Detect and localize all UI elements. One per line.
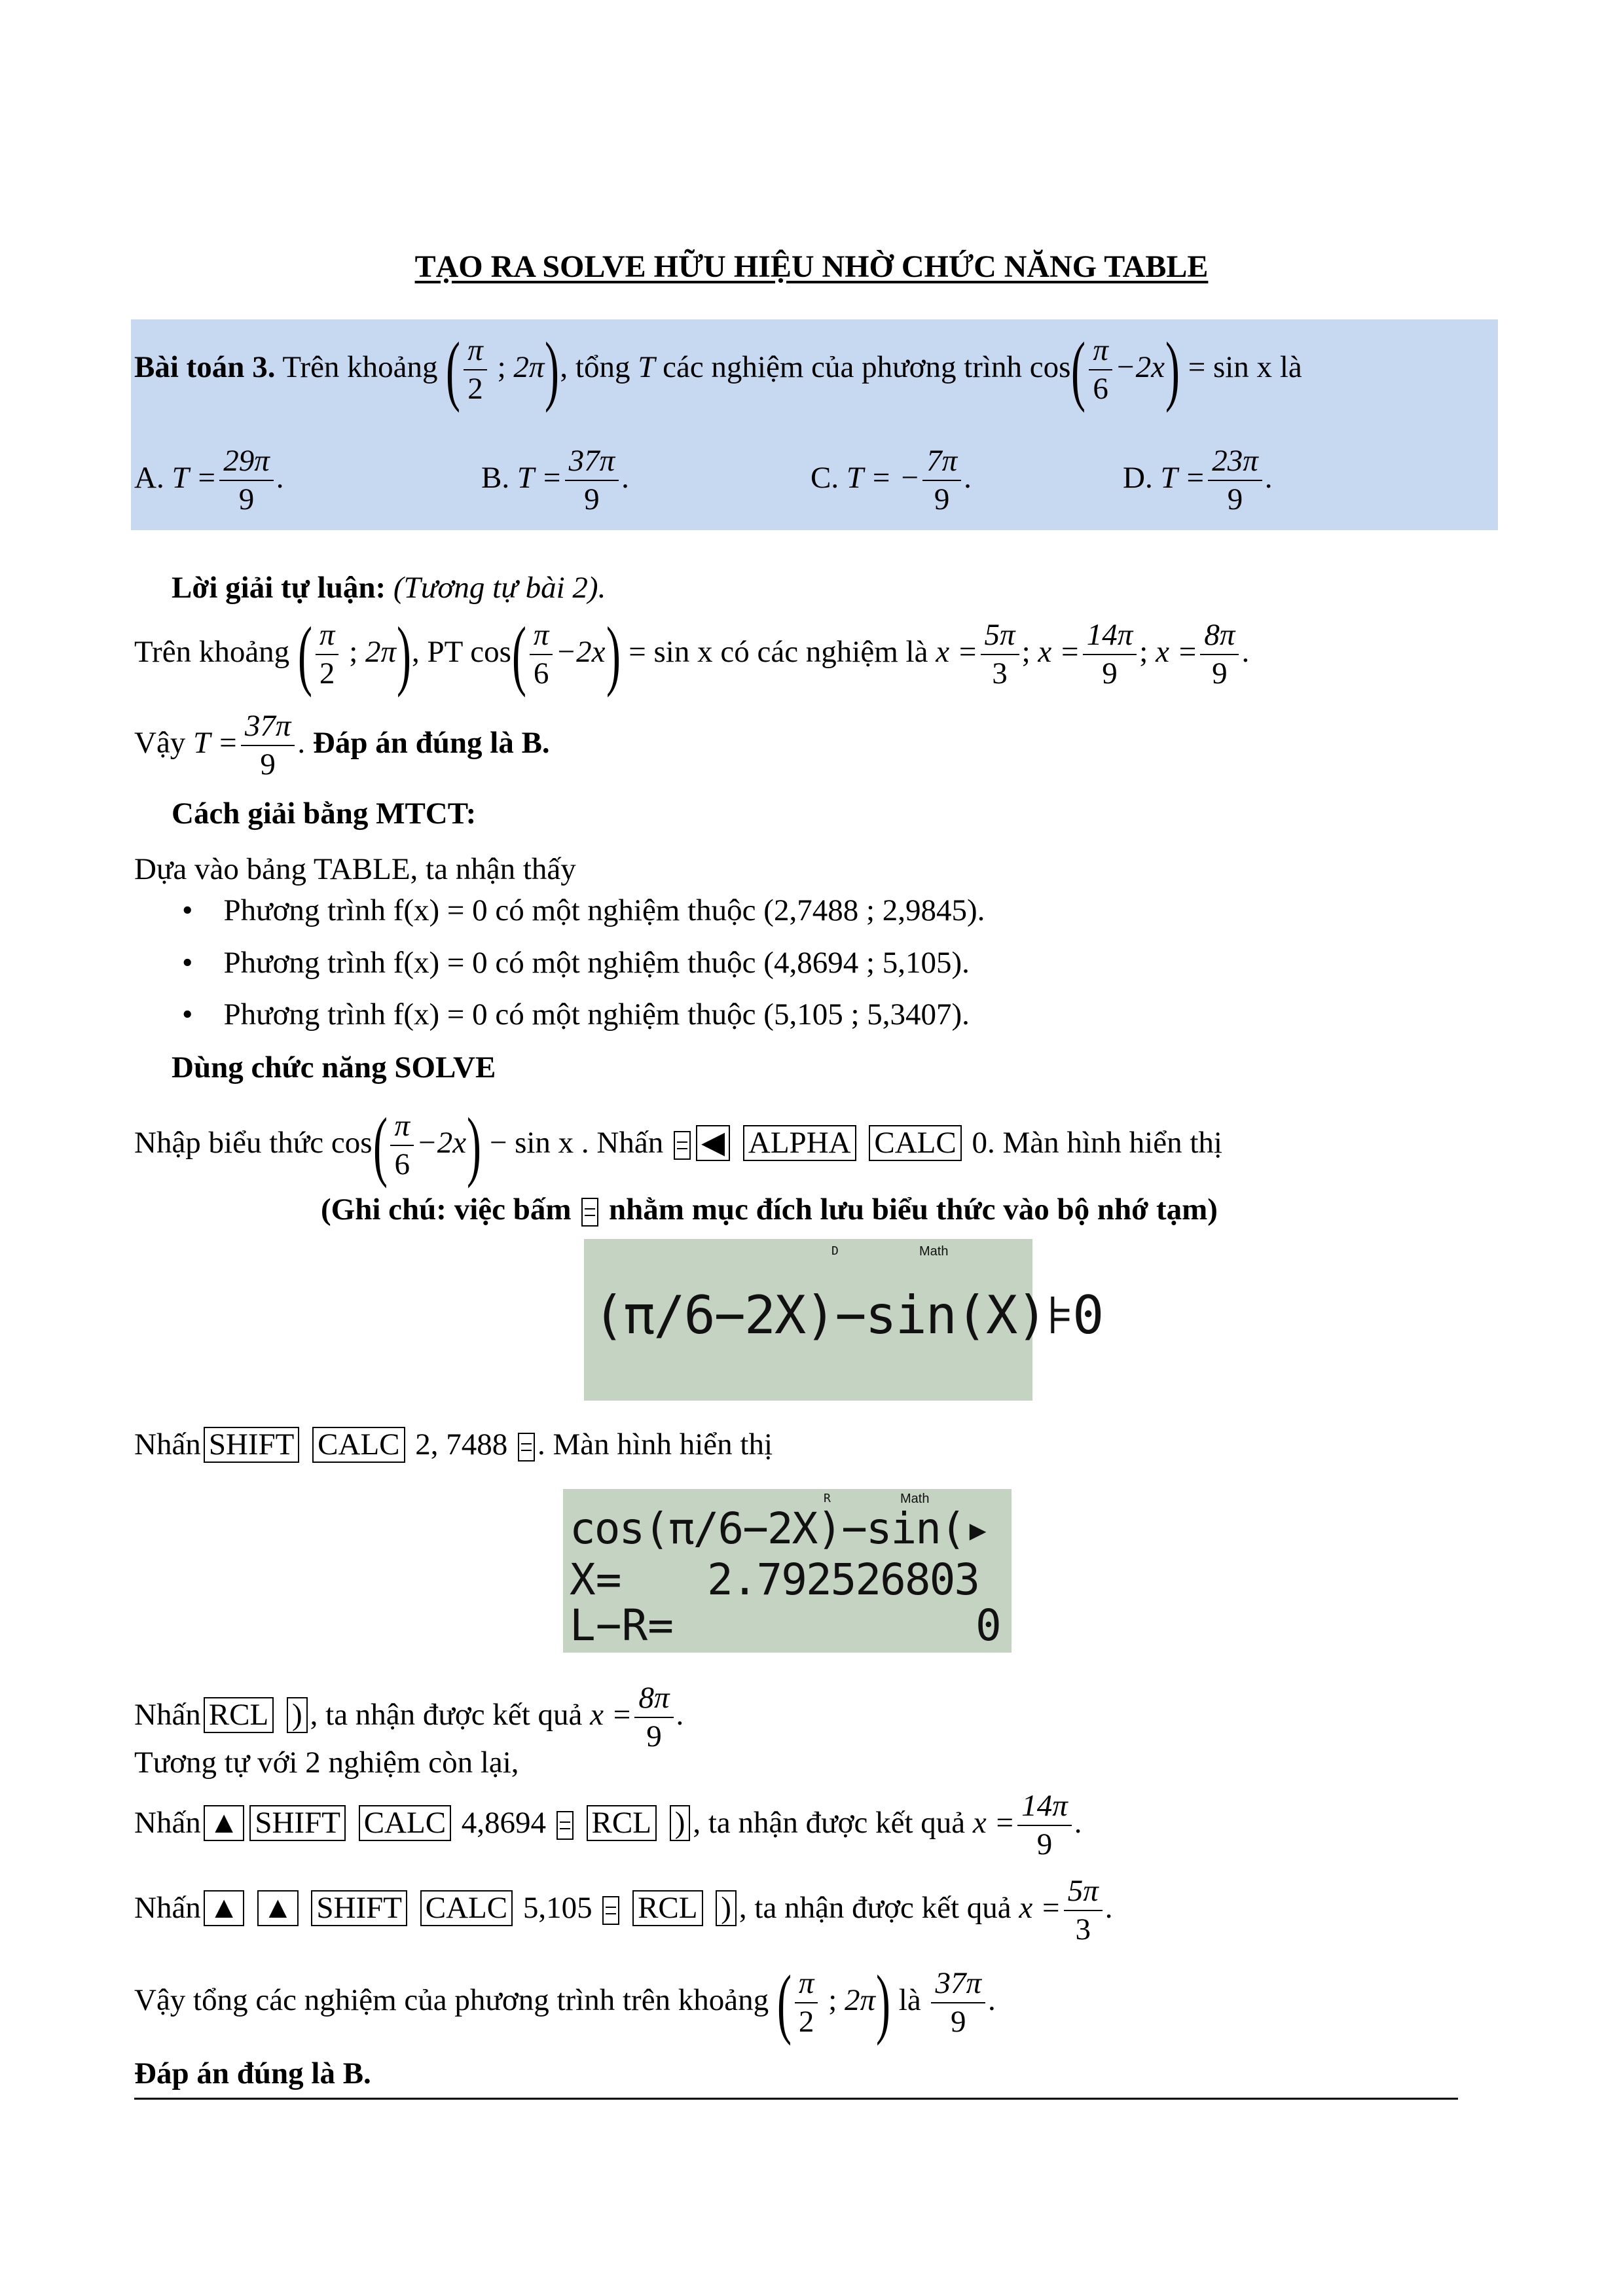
fraction: $\frac{14\pi}{9}$	[1017, 1790, 1072, 1861]
screen-indicator-r: R	[824, 1492, 831, 1505]
screen-indicator-mode: Math	[900, 1492, 930, 1506]
bullet-1: • Phương trình f(x) = 0 có một nghiệm thuộc (2,7488 ; 2,9845).	[182, 893, 985, 927]
math-term: T	[638, 350, 655, 384]
solution-line-1: Trên khoảng ( $\frac{\pi}{2}$ ; 2π), PT cos( $\frac{\pi}{6}$ −2x) = sin x có các nghiệm là x = $\frac{5\pi}{3}$ ; x = $\frac{14\pi}{9}$ ; x = $\frac{8\pi}{9}$ .	[134, 611, 1250, 698]
similar-text: Tương tự với 2 nghiệm còn lại,	[134, 1746, 519, 1780]
problem-text: Trên khoảng	[282, 350, 438, 384]
screen-x-value: 2.792526803	[707, 1554, 979, 1605]
equals-key-icon	[518, 1433, 535, 1462]
problem-text: các nghiệm của phương trình	[663, 350, 1022, 384]
screen-lr-value: 0	[976, 1600, 1002, 1651]
option-b: B. T = $\frac{37\pi}{9}$ .	[481, 444, 629, 517]
fraction: $\frac{8\pi}{9}$	[634, 1682, 673, 1753]
bullet-dot-icon: •	[182, 946, 193, 980]
calc-key: CALC	[312, 1427, 405, 1463]
alpha-key: ALPHA	[743, 1125, 856, 1161]
option-d: D. T = $\frac{23\pi}{9}$ .	[1123, 444, 1273, 517]
fraction: $\frac{14\pi}{9}$	[1083, 619, 1137, 691]
solve-heading: Dùng chức năng SOLVE	[172, 1050, 496, 1085]
calc-key: CALC	[359, 1805, 451, 1841]
equals-key-icon	[674, 1131, 691, 1160]
paren-key: )	[670, 1805, 691, 1841]
mtct-heading: Cách giải bằng MTCT:	[172, 797, 477, 831]
fraction: $\frac{37\pi}{9}$	[241, 710, 295, 781]
calculator-screen-2	[563, 1489, 1012, 1653]
fraction: $\frac{8\pi}{9}$	[1200, 619, 1239, 691]
fraction: $\frac{37\pi}{9}$	[931, 1967, 985, 2039]
page-title: TẠO RA SOLVE HỮU HIỆU NHỜ CHỨC NĂNG TABLE	[414, 249, 1209, 284]
equals-key-icon	[556, 1811, 574, 1840]
shift-key: SHIFT	[204, 1427, 300, 1463]
fraction: $\frac{\pi}{6}$	[390, 1110, 414, 1181]
fraction: $\frac{29\pi}{9}$	[219, 445, 274, 516]
calc-key: CALC	[420, 1890, 513, 1926]
screen-indicator-mode: Math	[919, 1244, 949, 1259]
press-root-2: Nhấn ▲ SHIFT CALC 4,8694 RCL ) , ta nhận được kết quả x = $\frac{14\pi}{9}$ .	[134, 1789, 1082, 1862]
up-arrow-key: ▲	[204, 1805, 245, 1841]
fraction: $\frac{\pi}{6}$	[530, 619, 553, 691]
fraction: $\frac{37\pi}{9}$	[565, 445, 619, 516]
rcl-key: RCL	[587, 1805, 657, 1841]
paren-left: (	[1071, 326, 1086, 413]
note-line: (Ghi chú: việc bấm nhằm mục đích lưu biểu thức vào bộ nhớ tạm)	[321, 1193, 1218, 1227]
rcl-key: RCL	[632, 1890, 702, 1926]
solution-heading: Lời giải tự luận: (Tương tự bài 2).	[172, 571, 606, 605]
paren-right: )	[1165, 326, 1180, 413]
screen-x-label: X=	[570, 1554, 622, 1605]
math-term: = sin x	[1188, 350, 1273, 384]
solution-line-2: Vậy T = $\frac{37\pi}{9}$ . Đáp án đúng là B.	[134, 709, 550, 782]
math-term: 2π	[513, 350, 545, 384]
bottom-divider	[134, 2098, 1458, 2100]
fraction: $\frac{\pi}{2}$	[464, 334, 487, 406]
input-instruction: Nhập biểu thức cos( $\frac{\pi}{6}$ −2x) − sin x . Nhấn ◀ ALPHA CALC 0. Màn hình hiển thị	[134, 1102, 1222, 1189]
fraction: $\frac{\pi}{2}$	[795, 1967, 818, 2039]
screen-expression: (π/6−2X)−sin(X)⊧0	[593, 1285, 1103, 1346]
problem-text: là	[1279, 350, 1302, 384]
paren-right: )	[545, 326, 560, 413]
left-arrow-key: ◀	[696, 1125, 730, 1161]
calculator-screen-1	[584, 1239, 1103, 1401]
fraction: $\frac{\pi}{2}$	[316, 619, 339, 691]
math-term: cos	[1029, 350, 1071, 384]
press-shift-calc: Nhấn SHIFT CALC 2, 7488 . Màn hình hiển thị	[134, 1427, 773, 1462]
option-c: C. T = − $\frac{7\pi}{9}$ .	[811, 444, 972, 517]
fraction: $\frac{7\pi}{9}$	[922, 445, 961, 516]
fraction: $\frac{5\pi}{3}$	[1064, 1875, 1103, 1946]
screen-lr-label: L−R=	[570, 1600, 674, 1651]
problem-statement	[134, 326, 1302, 413]
shift-key: SHIFT	[249, 1805, 346, 1841]
calc-key: CALC	[869, 1125, 961, 1161]
screen-line-1: cos(π/6−2X)−sin(▸	[570, 1503, 990, 1554]
equals-key-icon	[602, 1896, 619, 1925]
equals-key-icon	[581, 1198, 598, 1227]
rcl-key: RCL	[204, 1697, 274, 1733]
screen-indicator-d: D	[831, 1244, 839, 1258]
bullet-3: • Phương trình f(x) = 0 có một nghiệm thuộc (5,105 ; 5,3407).	[182, 997, 970, 1031]
fraction: $\frac{23\pi}{9}$	[1208, 445, 1262, 516]
problem-label: Bài toán 3.	[134, 350, 276, 384]
fraction: $\frac{5\pi}{3}$	[981, 619, 1019, 691]
math-term: −2x	[1114, 350, 1165, 384]
up-arrow-key: ▲	[204, 1890, 245, 1926]
problem-text: , tổng	[560, 350, 630, 384]
bullet-dot-icon: •	[182, 997, 193, 1031]
press-rcl: Nhấn RCL ) , ta nhận được kết quả x = $\frac{8\pi}{9}$ .	[134, 1681, 684, 1754]
paren-key: )	[287, 1697, 308, 1733]
final-answer: Đáp án đúng là B.	[134, 2056, 371, 2090]
option-a: A. T = $\frac{29\pi}{9}$ .	[134, 444, 284, 517]
up-arrow-key: ▲	[257, 1890, 299, 1926]
sum-line: Vậy tổng các nghiệm của phương trình trên khoảng ( $\frac{\pi}{2}$ ; 2π) là $\frac{37\pi}{9}$ .	[134, 1959, 996, 2046]
separator: ;	[497, 350, 506, 384]
press-root-3: Nhấn ▲ ▲ SHIFT CALC 5,105 RCL ) , ta nhận được kết quả x = $\frac{5\pi}{3}$ .	[134, 1874, 1113, 1947]
fraction: $\frac{\pi}{6}$	[1089, 334, 1112, 406]
shift-key: SHIFT	[311, 1890, 407, 1926]
bullet-2: • Phương trình f(x) = 0 có một nghiệm thuộc (4,8694 ; 5,105).	[182, 946, 970, 980]
mtct-intro: Dựa vào bảng TABLE, ta nhận thấy	[134, 852, 576, 886]
paren-key: )	[716, 1890, 737, 1926]
bullet-dot-icon: •	[182, 893, 193, 927]
paren-left: (	[446, 326, 461, 413]
